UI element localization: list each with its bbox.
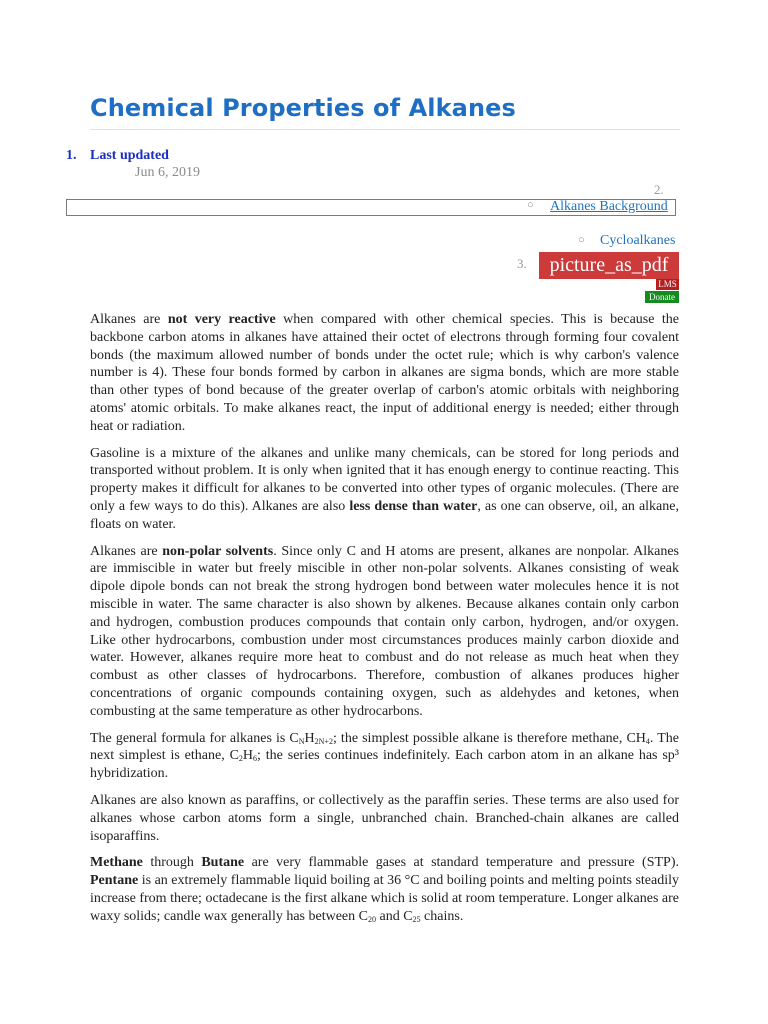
last-updated-date: Jun 6, 2019 [135,165,200,180]
paragraph-flammability: Methane through Butane are very flammable gases at standard temperature and pressure (STP). Pentane is an extremely flammable liquid boiling at 36 °C and boiling points and melting points steadily increase from there; octadecane is the first alkane which is solid at room temperature. Longer alkanes are waxy solids; candle wax generally has between $C_{20}$ and $C_{25}$ chains. [90,855,679,924]
paragraph-non-polar: Alkanes are non-polar solvents. Since only C and H atoms are present, alkanes are nonpolar. Alkanes are immiscible in water but freely miscible in other non-polar solvents. Alkanes consisting of weak dipole dipole bonds can not break the strong hydrogen bond between water molecules hence it is not miscible in water. The same character is also shown by alkenes. Because alkanes contain only carbon and hydrogen, combustion produces compounds that contain only carbon, hydrogen, and/or oxygen. Like other hydrocarbons, combustion under most circumstances produces mainly carbon dioxide and water. However, alkanes require more heat to combust and do not release as much heat when they combust as other classes of hydrocarbons. Therefore, combustion of alkanes produces higher concentrations of organic compounds containing oxygen, such as aldehydes and ketones, when combusting at the same temperature as other hydrocarbons. [90,543,680,719]
lms-button[interactable]: LMS [656,279,679,290]
list-number-2: 2. [654,182,664,197]
list-number-1: 1. [66,148,77,163]
title-divider [90,129,680,130]
pdf-download-button[interactable]: picture_as_pdf [539,252,679,279]
bullet-icon: ○ [527,199,534,211]
paragraph-paraffins: Alkanes are also known as paraffins, or collectively as the paraffin series. These terms are also used for alkanes whose carbon atoms form a single, unbranched chain. Branched-chain alkanes are called isoparaffins. [90,792,679,844]
bullet-icon: ○ [578,234,585,246]
list-number-3: 3. [517,256,527,271]
article-body [90,311,679,935]
paragraph-reactivity: Alkanes are not very reactive when compared with other chemical species. This is because the backbone carbon atoms in alkanes have attained their octet of electrons through forming four covalent bonds (the maximum allowed number of bonds under the octet rule; which is why carbon's valence number is 4). These four bonds formed by carbon in alkanes are sigma bonds, which are more stable than other types of bond because of the greater overlap of carbon's atomic orbitals with neighboring atoms' atomic orbitals. To make alkanes react, the input of additional energy is needed; either through heat or radiation. [90,312,680,434]
prev-page-link[interactable]: Alkanes Background [550,199,668,214]
last-updated-label: Last updated [90,148,169,163]
page-title: Chemical Properties of Alkanes [90,94,516,122]
paragraph-gasoline: Gasoline is a mixture of the alkanes and unlike many chemicals, can be stored for long periods and transported without problem. It is only when ignited that it has enough energy to continue reacting. This property makes it difficult for alkanes to be converted into other types of organic molecules. (There are only a few ways to do this). Alkanes are also less dense than water, as one can observe, oil, an alkane, floats on water. [90,445,679,532]
donate-button[interactable]: Donate [645,291,679,303]
paragraph-general-formula: The general formula for alkanes is $C_NH_{2N+2}$; the simplest possible alkane is therefore methane, $CH_4$. The next simplest is ethane, $C_2H_6$; the series continues indefinitely. Each carbon atom in an alkane has sp³ hybridization. [90,730,679,782]
next-page-link[interactable]: Cycloalkanes [600,233,676,248]
